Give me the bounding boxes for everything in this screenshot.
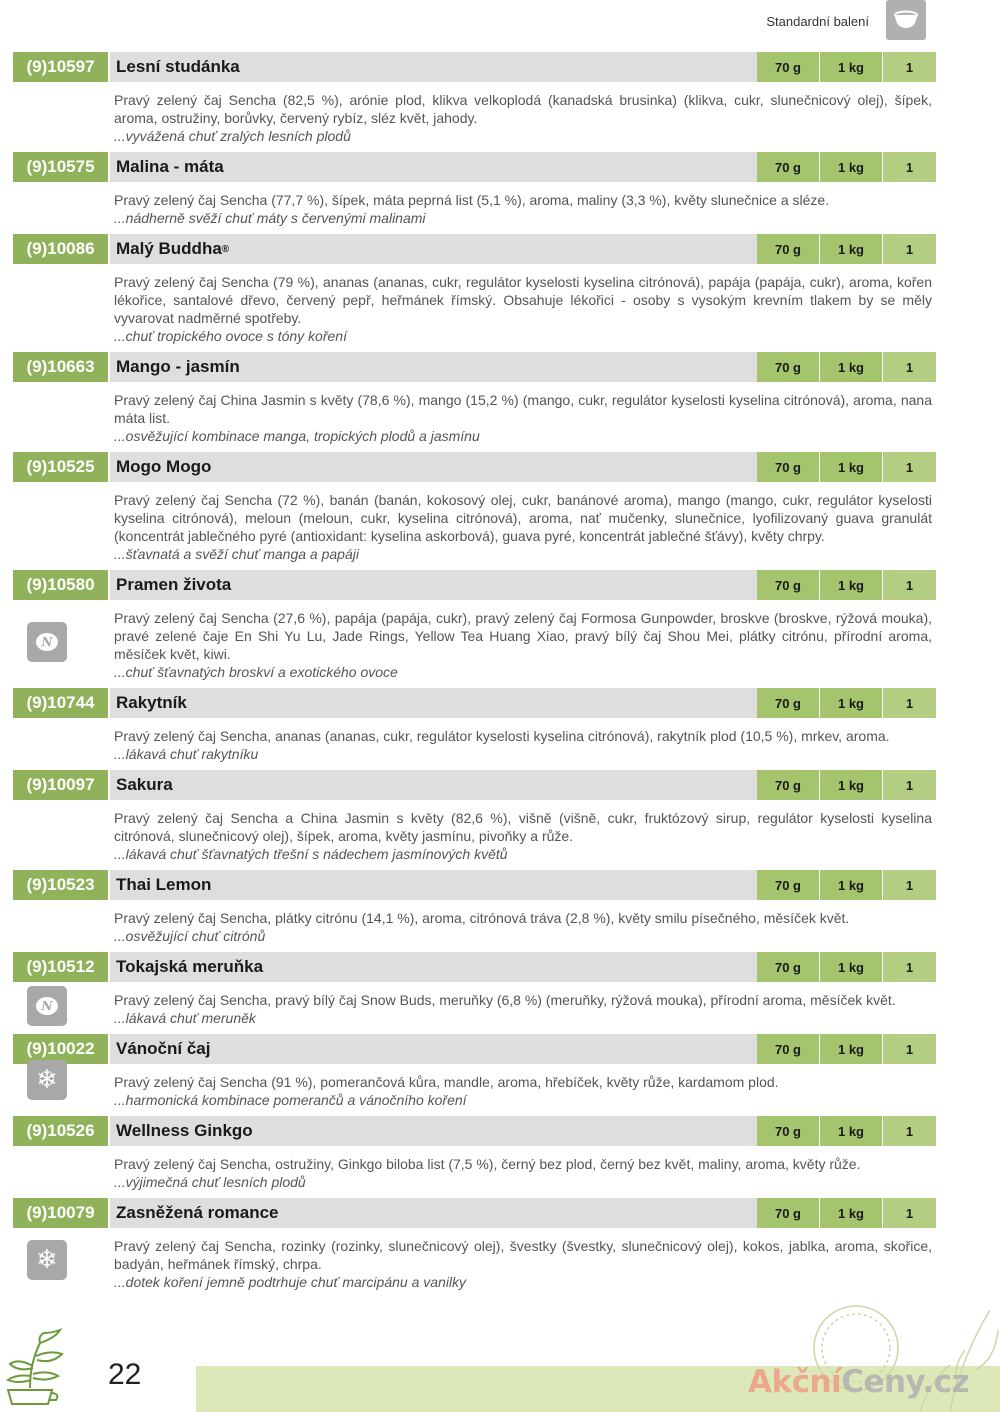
package-size: 1 kg: [820, 770, 882, 800]
product-header-bar: [13, 152, 936, 182]
product-tagline: ...lákavá chuť meruněk: [114, 1010, 256, 1026]
package-size: 1 kg: [820, 52, 882, 82]
product-header-bar: [13, 52, 936, 82]
product-tagline: ...chuť tropického ovoce s tóny koření: [114, 328, 347, 344]
sample-weight: 70 g: [757, 52, 819, 82]
product-entry: [13, 570, 936, 680]
ingredients-text: Pravý zelený čaj Sencha (27,6 %), papája (papája, cukr), pravý zelený čaj Formosa Gunpowder, broskve (broskve, rýžová mouka), pravé zelené čaje En Shi Yu Lu, Jade Rings, Yellow Tea Huang Xiao, pravý bílý čaj Shou Mei, plátky citrónu, přírodní aroma, měsíček květ, kiwi.: [114, 610, 932, 662]
ingredients-text: Pravý zelený čaj Sencha, rozinky (rozinky, slunečnicový olej), švestky (švestky, slunečnicový olej), kokos, jablka, aroma, skořice, badyán, heřmánek římský, chrpa.: [114, 1238, 932, 1272]
product-entry: [13, 352, 936, 444]
product-description: [114, 909, 932, 945]
product-name: Wellness Ginkgo: [110, 1116, 757, 1146]
package-size: 1 kg: [820, 234, 882, 264]
product-code: (9)10526: [13, 1116, 108, 1146]
product-code: (9)10525: [13, 452, 108, 482]
package-size: 1 kg: [820, 870, 882, 900]
product-entry: [13, 952, 936, 1026]
product-description: [114, 273, 932, 345]
product-entry: [13, 1034, 936, 1108]
product-tagline: ...výjimečná chuť lesních plodů: [114, 1174, 306, 1190]
package-quantity: 1: [883, 870, 936, 900]
product-entry: [13, 870, 936, 944]
product-code: (9)10580: [13, 570, 108, 600]
ingredients-text: Pravý zelený čaj Sencha (79 %), ananas (ananas, cukr, regulátor kyselosti kyselina citrónová), papája (papája, cukr), aroma, kořen lékořice, santalové dřevo, červený pepř, heřmánek římský. Obsahuje lékořici - osoby s vysokým krevním tlakem by se měly vyvarovat nadměrné spotřeby.: [114, 274, 932, 326]
product-tagline: ...šťavnatá a svěží chuť manga a papáji: [114, 546, 359, 562]
product-header-bar: [13, 770, 936, 800]
product-tagline: ...osvěžující kombinace manga, tropických plodů a jasmínu: [114, 428, 480, 444]
package-quantity: 1: [883, 770, 936, 800]
package-quantity: 1: [883, 152, 936, 182]
product-description: [114, 1073, 932, 1109]
product-description: [114, 991, 932, 1027]
product-name: Zasněžená romance: [110, 1198, 757, 1228]
product-name: Sakura: [110, 770, 757, 800]
product-entry: [13, 770, 936, 862]
product-entry: [13, 152, 936, 226]
product-name: Tokajská meruňka: [110, 952, 757, 982]
product-entry: [13, 1116, 936, 1190]
product-description: [114, 1237, 932, 1291]
product-description: [114, 809, 932, 863]
snowflake-badge-icon: [27, 1240, 67, 1280]
ingredients-text: Pravý zelený čaj Sencha (82,5 %), arónie plod, klikva velkoplodá (kanadská brusinka) (klikva, cukr, slunečnicový olej), šípek, aroma, ostružiny, borůvky, červený rybíz, sléz květ, jahody.: [114, 92, 932, 126]
snowflake-icon: ❄: [36, 1065, 58, 1095]
product-entry: [13, 688, 936, 762]
package-size: 1 kg: [820, 688, 882, 718]
snowflake-icon: ❄: [36, 1245, 58, 1275]
product-code: (9)10022: [13, 1034, 108, 1064]
natural-badge-letter: N: [36, 633, 58, 651]
package-quantity: 1: [883, 570, 936, 600]
package-size: 1 kg: [820, 952, 882, 982]
product-entry: [13, 452, 936, 562]
product-tagline: ...harmonická kombinace pomerančů a vánočního koření: [114, 1092, 467, 1108]
ingredients-text: Pravý zelený čaj Sencha a China Jasmin s květy (82,6 %), višně (višně, cukr, fruktózový sirup, regulátor kyselosti kyselina citrónová, slunečnicový olej), šípek, aroma, květy jasmínu, pivoňky a růže.: [114, 810, 932, 844]
package-size: 1 kg: [820, 570, 882, 600]
sample-weight: 70 g: [757, 352, 819, 382]
package-quantity: 1: [883, 1116, 936, 1146]
sample-weight: 70 g: [757, 1116, 819, 1146]
ingredients-text: Pravý zelený čaj Sencha (72 %), banán (banán, kokosový olej, cukr, banánové aroma), mango (mango, cukr, regulátor kyselosti kyselina citrónová), meloun (meloun, cukr, kyselina citrónová), aroma, nať mučenky, slunečnice, lyofilizovaný guava granulát (koncentrát jablečného pyré (antioxidant: kyselina askorbová), guava pyré, koncentrát jablečné šťávy), květy chrpy.: [114, 492, 932, 544]
product-code: (9)10079: [13, 1198, 108, 1228]
product-name: Lesní studánka: [110, 52, 757, 82]
product-description: [114, 391, 932, 445]
product-description: [114, 91, 932, 145]
product-name: Malina - máta: [110, 152, 757, 182]
package-quantity: 1: [883, 1198, 936, 1228]
page-number: 22: [108, 1358, 142, 1391]
sample-weight: 70 g: [757, 1034, 819, 1064]
product-header-bar: [13, 352, 936, 382]
natural-badge-letter: N: [36, 997, 58, 1015]
sample-weight: 70 g: [757, 1198, 819, 1228]
ingredients-text: Pravý zelený čaj Sencha (91 %), pomerančová kůra, mandle, aroma, hřebíček, květy růže, kardamom plod.: [114, 1074, 779, 1090]
sample-weight: 70 g: [757, 570, 819, 600]
product-entry: [13, 234, 936, 344]
product-name: Rakytník: [110, 688, 757, 718]
product-tagline: ...dotek koření jemně podtrhuje chuť marcipánu a vanilky: [114, 1274, 467, 1290]
package-quantity: 1: [883, 234, 936, 264]
product-description: [114, 1155, 932, 1191]
product-name: Vánoční čaj: [110, 1034, 757, 1064]
sample-weight: 70 g: [757, 770, 819, 800]
product-tagline: ...nádherně svěží chuť máty s červenými malinami: [114, 210, 426, 226]
ingredients-text: Pravý zelený čaj Sencha, ostružiny, Ginkgo biloba list (7,5 %), černý bez plod, černý bez květ, maliny, aroma, květy růže.: [114, 1156, 861, 1172]
ingredients-text: Pravý zelený čaj Sencha, pravý bílý čaj Snow Buds, meruňky (6,8 %) (meruňky, rýžová mouka), přírodní aroma, měsíček květ.: [114, 992, 896, 1008]
product-code: (9)10512: [13, 952, 108, 982]
snowflake-badge-icon: [27, 1060, 67, 1100]
package-size: 1 kg: [820, 1116, 882, 1146]
product-tagline: ...vyvážená chuť zralých lesních plodů: [114, 128, 351, 144]
package-size: 1 kg: [820, 1034, 882, 1064]
product-code: (9)10744: [13, 688, 108, 718]
product-header-bar: [13, 1034, 936, 1064]
product-code: (9)10575: [13, 152, 108, 182]
product-description: [114, 609, 932, 681]
sample-weight: 70 g: [757, 452, 819, 482]
product-header-bar: [13, 570, 936, 600]
product-name: Mogo Mogo: [110, 452, 757, 482]
ingredients-text: Pravý zelený čaj China Jasmin s květy (78,6 %), mango (15,2 %) (mango, cukr, regulátor kyselosti kyselina citrónová), aroma, nana máta list.: [114, 392, 932, 426]
product-header-bar: [13, 234, 936, 264]
product-header-bar: [13, 452, 936, 482]
natural-badge-icon: [27, 986, 67, 1026]
product-header-bar: [13, 952, 936, 982]
product-entry: [13, 1198, 936, 1290]
product-name: Pramen života: [110, 570, 757, 600]
product-description: [114, 727, 932, 763]
product-name: Mango - jasmín: [110, 352, 757, 382]
package-quantity: 1: [883, 952, 936, 982]
product-tagline: ...lákavá chuť rakytníku: [114, 746, 259, 762]
product-header-bar: [13, 688, 936, 718]
tea-leaf-cup-icon: [0, 1328, 80, 1408]
product-code: (9)10086: [13, 234, 108, 264]
product-code: (9)10097: [13, 770, 108, 800]
product-header-bar: [13, 870, 936, 900]
product-header-bar: [13, 1198, 936, 1228]
ingredients-text: Pravý zelený čaj Sencha, ananas (ananas, cukr, regulátor kyselosti kyselina citrónová), rakytník plod (10,5 %), mrkev, aroma.: [114, 728, 890, 744]
package-size: 1 kg: [820, 352, 882, 382]
sample-weight: 70 g: [757, 688, 819, 718]
sample-weight: 70 g: [757, 234, 819, 264]
sample-weight: 70 g: [757, 152, 819, 182]
package-quantity: 1: [883, 352, 936, 382]
package-size: 1 kg: [820, 452, 882, 482]
package-size: 1 kg: [820, 1198, 882, 1228]
packaging-label: Standardní balení: [766, 14, 869, 29]
ingredients-text: Pravý zelený čaj Sencha (77,7 %), šípek, máta peprná list (5,1 %), aroma, maliny (3,3 %), květy slunečnice a sléze.: [114, 192, 830, 208]
package-size: 1 kg: [820, 152, 882, 182]
package-quantity: 1: [883, 1034, 936, 1064]
product-description: [114, 491, 932, 563]
product-tagline: ...lákavá chuť šťavnatých třešní s nádechem jasmínových květů: [114, 846, 508, 862]
product-tagline: ...chuť šťavnatých broskví a exotického ovoce: [114, 664, 398, 680]
product-code: (9)10663: [13, 352, 108, 382]
product-tagline: ...osvěžující chuť citrónů: [114, 928, 266, 944]
sample-weight: 70 g: [757, 952, 819, 982]
product-entry: [13, 52, 936, 144]
product-name: Thai Lemon: [110, 870, 757, 900]
package-quantity: 1: [883, 688, 936, 718]
watermark-logo: AkčníCeny.cz: [748, 1364, 970, 1400]
product-code: (9)10597: [13, 52, 108, 82]
product-code: (9)10523: [13, 870, 108, 900]
product-description: [114, 191, 932, 227]
product-header-bar: [13, 1116, 936, 1146]
product-name: Malý Buddha ®: [110, 234, 757, 264]
ingredients-text: Pravý zelený čaj Sencha, plátky citrónu (14,1 %), aroma, citrónová tráva (2,8 %), květy smilu písečného, měsíček květ.: [114, 910, 850, 926]
package-quantity: 1: [883, 52, 936, 82]
natural-badge-icon: [27, 622, 67, 662]
sample-weight: 70 g: [757, 870, 819, 900]
package-quantity: 1: [883, 452, 936, 482]
